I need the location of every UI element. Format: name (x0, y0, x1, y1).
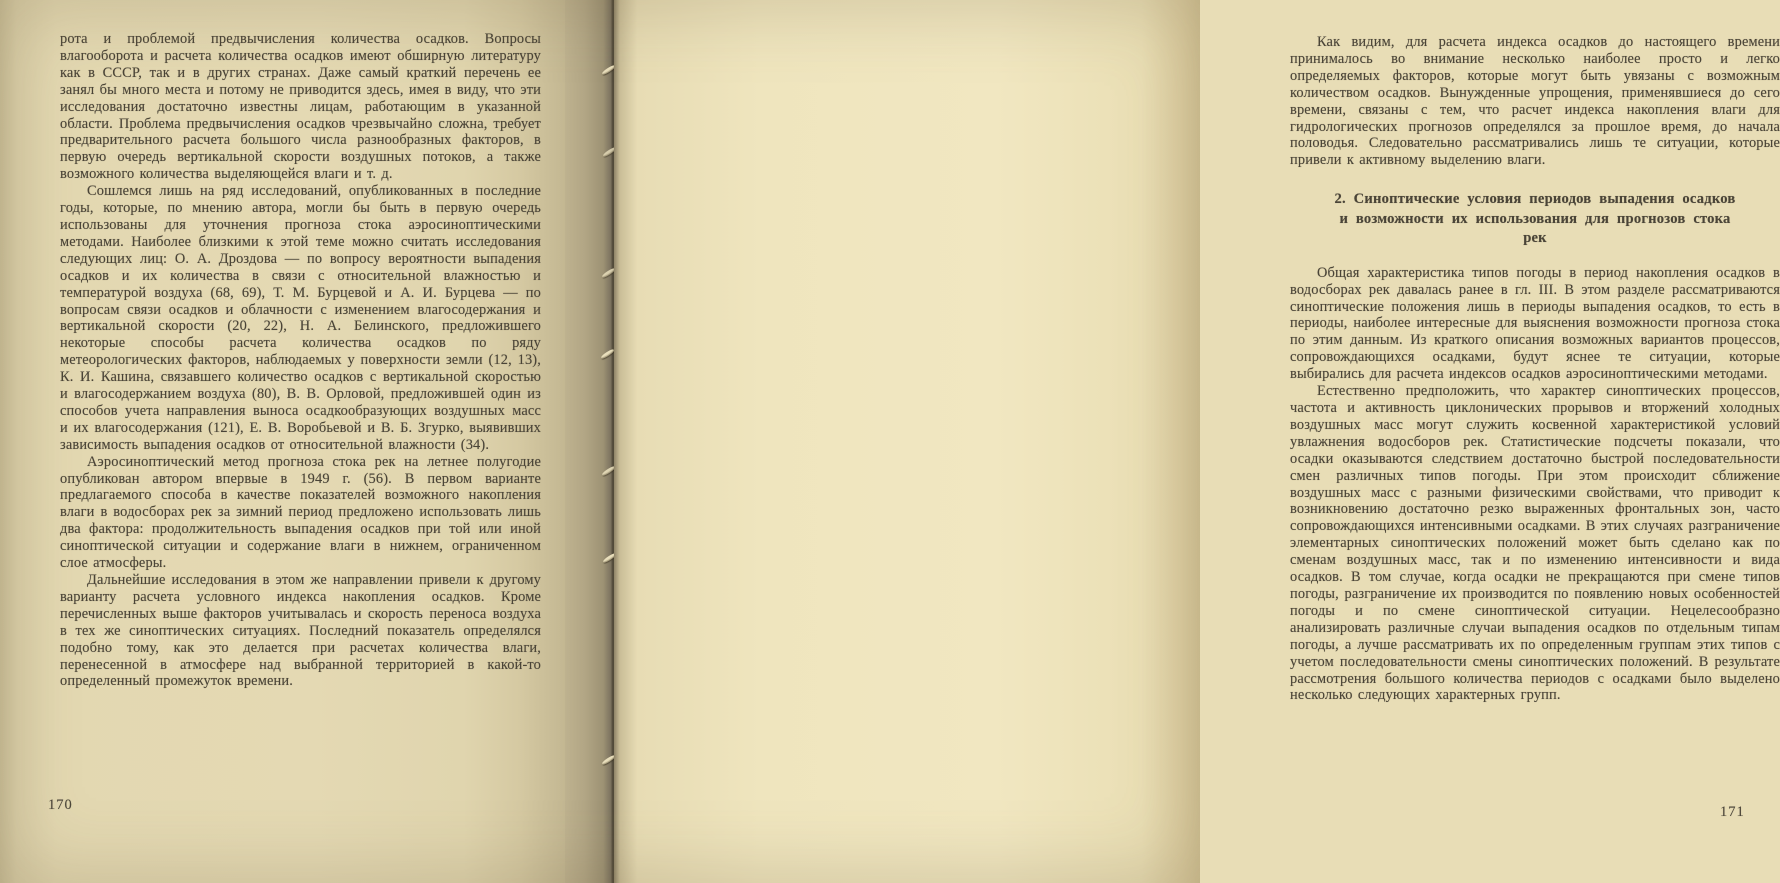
book-spine-gutter (565, 0, 614, 883)
page-number-right: 171 (1720, 804, 1745, 820)
page-number-left: 170 (48, 797, 73, 813)
section-heading: 2. Синоптические условия периодов выпадения осадков и возможности их использования для прогнозов стока рек (1334, 191, 1736, 247)
right-page-text-column (1290, 34, 1780, 704)
binding-stitch (600, 348, 615, 359)
paragraph: Дальнейшие исследования в этом же направлении привели к другому варианту расчета условного индекса накопления осадков. Кроме перечисленных выше факторов учитывалась и скорость переноса воздуха в тех же синоптических ситуациях. Последний показатель определялся подобно тому, как это делается при расчетах количества влаги, перенесенной в атмосфере над выбранной территорией в какой-то определенный промежуток времени. (60, 572, 541, 690)
right-page (614, 0, 1780, 883)
paragraph: Как видим, для расчета индекса осадков до настоящего времени принималось во внимание несколько наиболее просто и легко определяемых факторов, которые могут быть увязаны с возможным количеством осадков. Вынужденные упрощения, применявшиеся до сего времени, связаны с тем, что расчет индекса накопления влаги для гидрологических прогнозов определялся за прошлое время, до начала половодья. Следовательно рассматривались лишь те ситуации, которые привели к активному выделению влаги. (1290, 34, 1780, 169)
paragraph: рота и проблемой предвычисления количества осадков. Вопросы влагооборота и расчета количества осадков имеют обширную литературу как в СССР, так и в других странах. Даже самый краткий перечень ее занял бы много места и потому не приводится здесь, имея в виду, что эти исследования достаточно известны лицам, работающим в указанной области. Проблема предвычисления осадков чрезвычайно сложна, требует предварительного расчета большого числа разнообразных факторов, в первую очередь вертикальной скорости воздушных потоков, а также возможного количества выделяющейся влаги и т. д. (60, 31, 541, 183)
paragraph: Аэросиноптический метод прогноза стока рек на летнее полугодие опубликован автором впервые в 1949 г. (56). В первом варианте предлагаемого способа в качестве показателей возможного накопления влаги в водосборах рек за зимний период предложено использовать лишь два фактора: продолжительность выпадения осадков при той или иной синоптической ситуации и содержание влаги в нижнем, ограниченном слое атмосферы. (60, 453, 541, 572)
left-page-text-column (60, 31, 541, 690)
paragraph: Общая характеристика типов погоды в период накопления осадков в водосборах рек давалась ранее в гл. III. В этом разделе рассматриваются синоптические положения лишь в периоды выпадения осадков, то есть в периоды, наиболее интересные для выяснения возможности прогноза стока по этим данным. Из краткого описания возможных вариантов процессов, сопровождающихся осадками, будут яснее те ситуации, которые выбирались для расчета индексов осадков аэросиноптическими методами. (1290, 264, 1780, 383)
left-page (0, 0, 565, 883)
paragraph: Естественно предположить, что характер синоптических процессов, частота и активность циклонических прорывов и вторжений холодных воздушных масс могут служить косвенной характеристикой условий увлажнения водосборов рек. Статистические подсчеты показали, что осадки оказываются следствием достаточно быстрой последовательности смен различных типов погоды. При этом происходит сближение воздушных масс с разными физическими свойствами, что приводит к возникновению достаточно резко выраженных фронтальных зон, часто сопровождающихся интенсивными осадками. В этих случаях разграничение элементарных синоптических положений может быть сделано как по сменам воздушных масс, так и по изменению интенсивности и вида осадков. В том случае, когда осадки не прекращаются при смене типов погоды, разграничение их производится по появлению новых особенностей погоды и по смене синоптической ситуации. Нецелесообразно анализировать различные случаи выпадения осадков по отдельным типам погоды, а лучше рассматривать их по определенным группам этих типов с учетом последовательности смены синоптических положений. В результате рассмотрения большого количества периодов с осадками было выделено несколько следующих характерных групп. (1290, 383, 1780, 704)
paragraph: Сошлемся лишь на ряд исследований, опубликованных в последние годы, которые, по мнению автора, могли бы быть в первую очередь использованы для уточнения прогноза стока аэросиноптическими методами. Наиболее близкими к этой теме можно считать исследования следующих лиц: О. А. Дроздова — по вопросу вероятности выпадения осадков и их количества в связи с относительной влажностью и температурой воздуха (68, 69), Т. М. Бурцевой и А. И. Бурцева — по вопросам связи осадков и облачности с изменением влагосодержания и вертикальной скорости (20, 22), Н. А. Белинского, предложившего некоторые способы расчета количества осадков по ряду метеорологических факторов, наблюдаемых у поверхности земли (12, 13), К. И. Кашина, связавшего количество осадков с вертикальной скоростью и влагосодержанием воздуха (80), В. В. Орловой, предложившей один из способов учета направления выноса осадкообразующих воздушных масс и их влагосодержания (121), Е. В. Воробьевой и В. Б. Згурко, выявивших зависимость выпадения осадков от относительной влажности (34). (60, 183, 541, 453)
